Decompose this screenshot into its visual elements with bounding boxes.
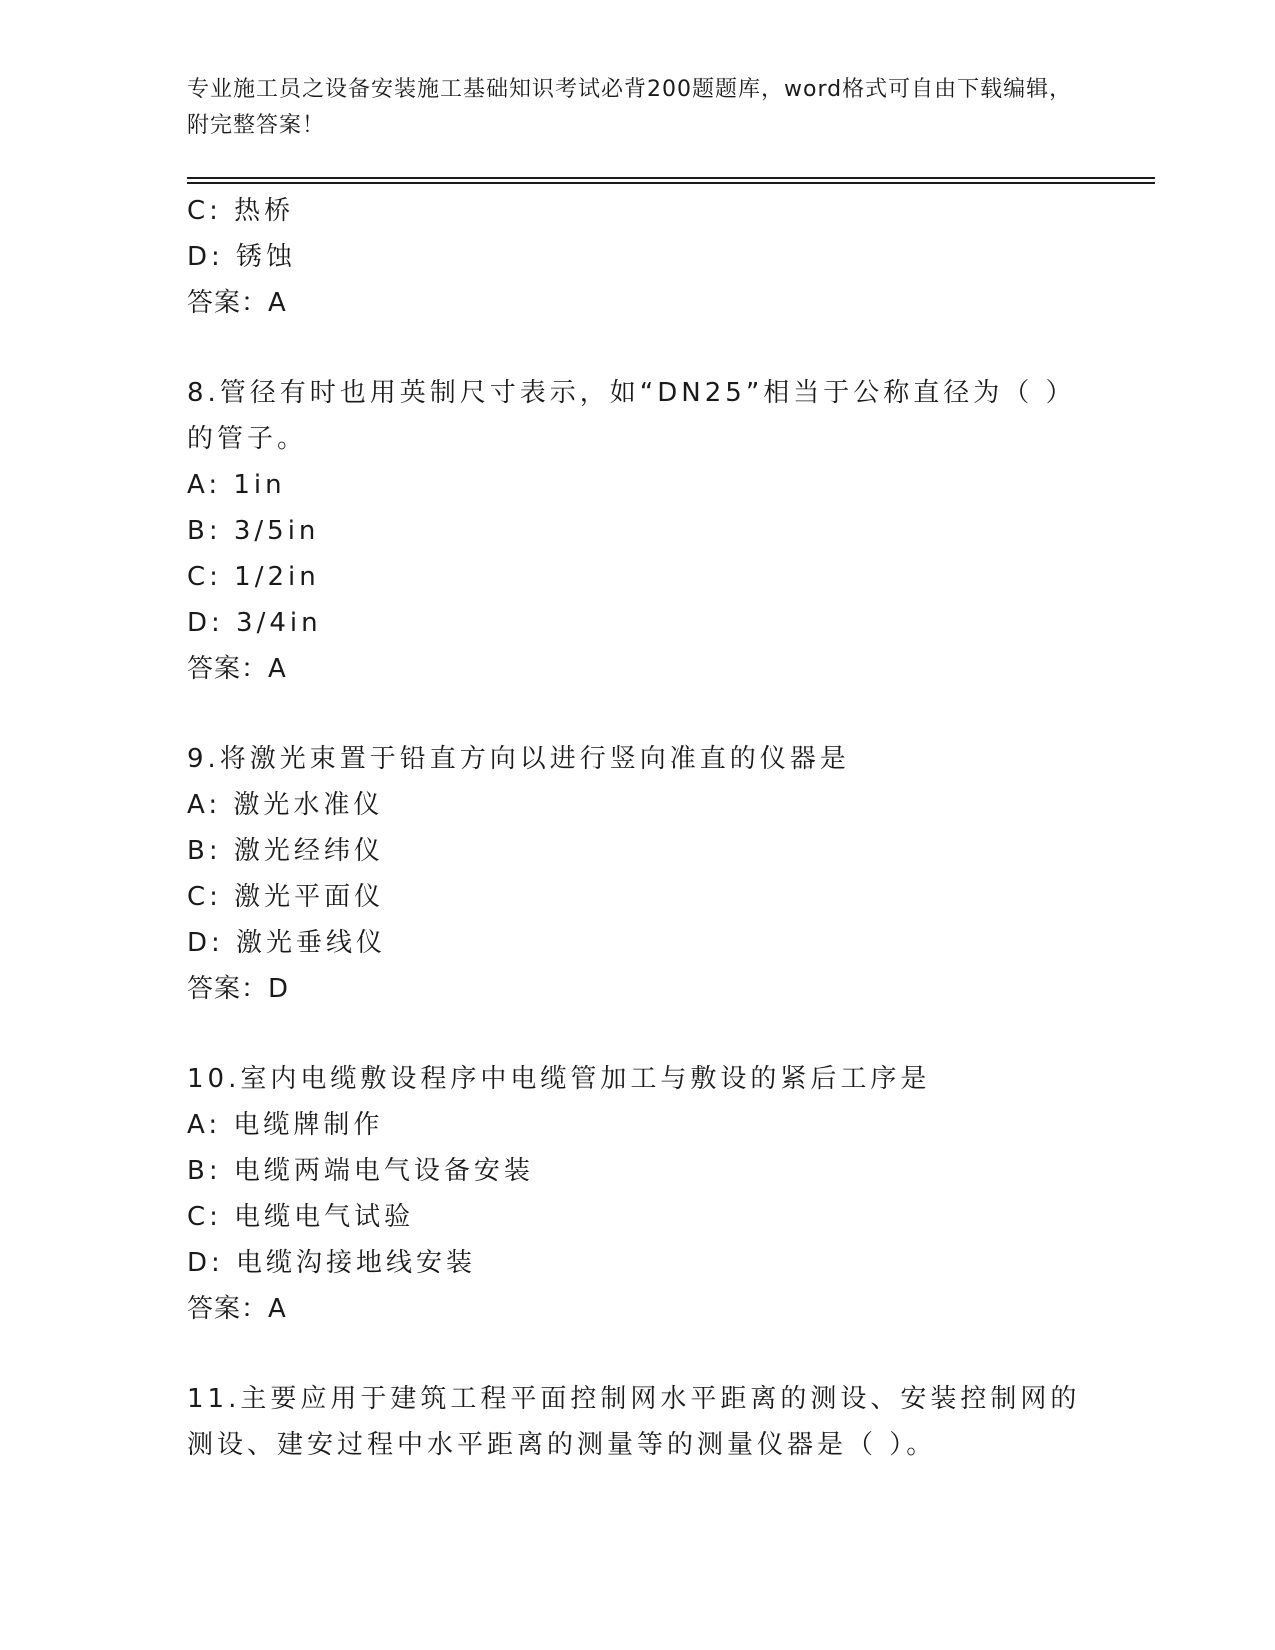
document-header: 专业施工员之设备安装施工基础知识考试必背200题题库，word格式可自由下载编辑，附完整答案！ [187, 77, 1073, 138]
option-c: C: 激光平面仪 [187, 882, 385, 912]
previous-question-tail [187, 188, 1087, 326]
option-d: D: 3/4in [187, 608, 322, 638]
option-a: A: 激光水准仪 [187, 790, 384, 820]
question-stem: 8.管径有时也用英制尺寸表示，如“DN25”相当于公称直径为（ ）的管子。 [187, 378, 1076, 454]
question-10 [187, 1056, 1087, 1332]
answer-line: 答案：D [187, 974, 290, 1004]
answer-line: 答案：A [187, 654, 287, 684]
option-d: D: 锈蚀 [187, 242, 297, 272]
option-d: D: 电缆沟接地线安装 [187, 1248, 477, 1278]
option-a: A: 电缆牌制作 [187, 1110, 384, 1140]
question-11 [187, 1376, 1087, 1468]
question-list [187, 188, 1087, 1468]
question-stem: 10.室内电缆敷设程序中电缆管加工与敷设的紧后工序是 [187, 1064, 931, 1094]
question-stem: 11.主要应用于建筑工程平面控制网水平距离的测设、安装控制网的测设、建安过程中水平距离的测量等的测量仪器是（ ）。 [187, 1384, 1081, 1460]
option-a: A: 1in [187, 470, 286, 500]
option-b: B: 激光经纬仪 [187, 836, 384, 866]
question-8 [187, 370, 1087, 692]
option-d: D: 激光垂线仪 [187, 928, 387, 958]
question-stem: 9.将激光束置于铅直方向以进行竖向准直的仪器是 [187, 744, 850, 774]
question-9 [187, 736, 1087, 1012]
option-c: C: 热桥 [187, 196, 295, 226]
answer-line: 答案：A [187, 1294, 287, 1324]
option-b: B: 电缆两端电气设备安装 [187, 1156, 534, 1186]
option-b: B: 3/5in [187, 516, 320, 546]
option-c: C: 电缆电气试验 [187, 1202, 415, 1232]
answer-line: 答案：A [187, 288, 287, 318]
header-rule-bottom [187, 182, 1155, 184]
header-rule-top [187, 177, 1155, 179]
option-c: C: 1/2in [187, 562, 320, 592]
